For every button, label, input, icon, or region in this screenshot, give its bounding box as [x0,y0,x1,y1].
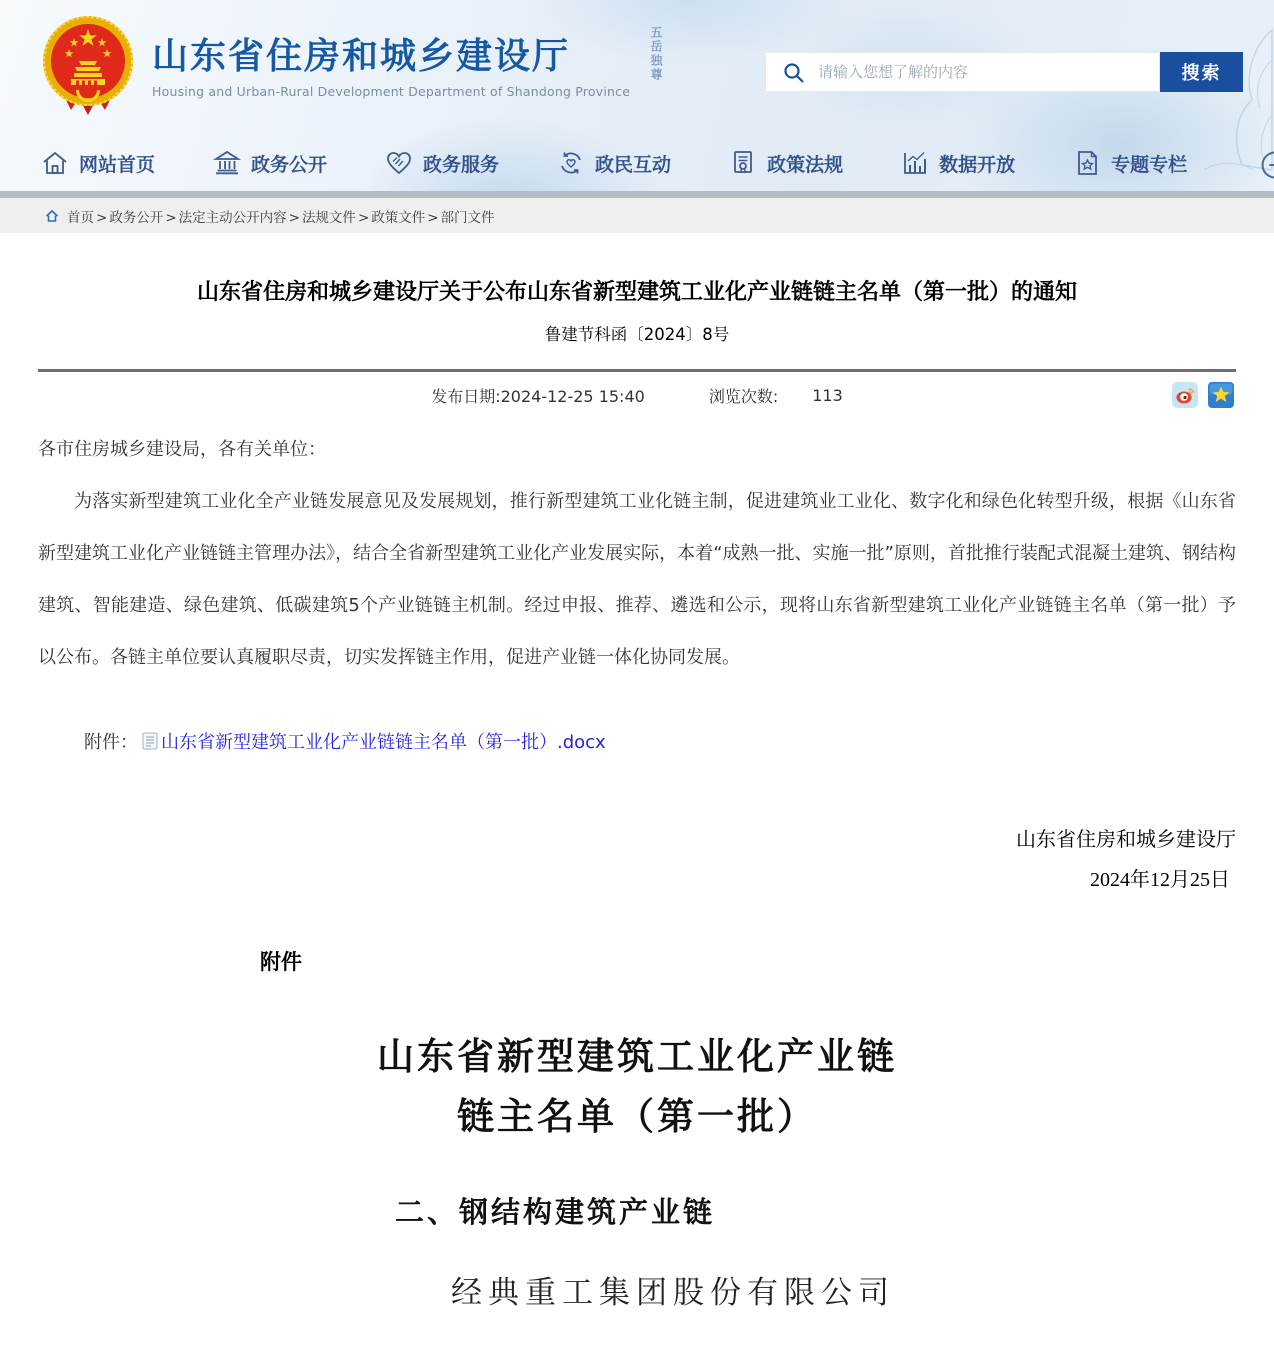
site-subtitle: Housing and Urban-Rural Development Department of Shandong Province [152,84,631,100]
star-document-icon [1072,148,1102,178]
signature-block [38,820,1236,900]
appendix-section-heading: 二、钢结构建筑产业链 [395,1195,716,1229]
appendix-title-line1: 山东省新型建筑工业化产业链 [377,1037,897,1078]
breadcrumb-item-department-files[interactable]: > 部门文件 [425,206,494,226]
bank-icon [212,148,242,178]
document-number: 鲁建节科函〔2024〕8号 [544,325,730,344]
nav-label: 政民互动 [595,153,672,176]
search-input[interactable] [766,53,1159,91]
appendix-document [38,1028,1236,1312]
views-count: 113 [812,385,843,405]
article-paragraph: 为落实新型建筑工业化全产业链发展意见及发展规划，推行新型建筑工业化链主制，促进建筑业工业化、数字化和绿色化转型升级，根据《山东省新型建筑工业化产业链链主管理办法》，结合全省新型建筑工业化产业发展实际，本着“成熟一批、实施一批”原则，首批推行装配式混凝土建筑、钢结构建筑、智能建造、绿色建筑、低碳建筑5个产业链链主机制。经过申报、推荐、遴选和公示，现将山东省新型建筑工业化产业链链主名单（第一批）予以公布。各链主单位要认真履职尽责，切实发挥链主作用，促进产业链一体化协同发展。 [38,491,1236,668]
breadcrumb-item-regulations[interactable]: > 法规文件 [287,206,356,226]
article-title: 山东省住房和城乡建设厅关于公布山东省新型建筑工业化产业链链主名单（第一批）的通知 [196,280,1077,305]
nav-label: 数据开放 [939,153,1016,176]
nav-item-partial-icon[interactable] [1258,148,1274,182]
publish-date: 发布日期:2024-12-25 15:40 [431,386,645,406]
nav-label: 政务公开 [251,153,328,176]
breadcrumb-item-disclosure[interactable]: > 政务公开 [94,206,163,226]
header-divider-bar [0,191,1274,198]
appendix-title-line2: 链主名单（第一批） [457,1097,817,1138]
interaction-icon [556,148,586,178]
attachment-link[interactable]: 山东省新型建筑工业化产业链链主名单（第一批）.docx [161,732,606,753]
breadcrumb-home-icon[interactable] [44,208,60,224]
nav-label: 网站首页 [79,153,156,176]
salutation: 各市住房城乡建设局，各有关单位： [38,439,326,460]
home-icon [40,148,70,178]
site-title: 山东省住房和城乡建设厅 [152,35,571,77]
nav-item-public-interaction[interactable] [556,148,671,178]
nav-item-policies[interactable] [728,148,843,178]
header-branding [0,0,630,135]
main-navigation [0,135,1274,191]
nav-item-gov-disclosure[interactable] [212,148,327,178]
nav-label: 政策法规 [767,153,844,176]
search-icon [782,61,806,85]
attachment-label: 附件： [84,732,138,753]
site-header [0,0,1274,191]
appendix-company-name: 经典重工集团股份有限公司 [451,1275,895,1310]
signature-organization: 山东省住房和城乡建设厅 [1016,829,1236,851]
national-emblem-logo [38,14,138,122]
views-label: 浏览次数: [708,386,779,406]
attachment-row [38,728,1236,754]
word-doc-icon [142,732,158,750]
breadcrumb-item-statutory[interactable]: > 法定主动公开内容 [163,206,286,226]
article-content [0,277,1274,1312]
policy-document-icon [728,148,758,178]
bar-chart-icon [900,148,930,178]
qzone-icon[interactable] [1208,382,1234,408]
nav-item-special-columns[interactable] [1072,148,1187,178]
weibo-icon[interactable] [1172,382,1198,408]
breadcrumb-item-policy-files[interactable]: > 政策文件 [356,206,425,226]
nav-label: 政务服务 [423,153,500,176]
handshake-heart-icon [384,148,414,178]
nav-item-gov-services[interactable] [384,148,499,178]
search-button[interactable]: 搜索 [1160,52,1243,92]
site-search [765,52,1243,92]
nav-label: 专题专栏 [1111,153,1188,176]
breadcrumb-item-home[interactable]: 首页 [67,209,94,226]
decorative-stone-text: 五岳独尊 [649,26,663,82]
article-meta [38,372,1236,418]
signature-date: 2024年12月25日 [1090,869,1230,891]
appendix-heading: 附件 [260,950,302,974]
breadcrumb [0,198,1274,233]
nav-item-home[interactable] [40,148,155,178]
nav-item-open-data[interactable] [900,148,1015,178]
